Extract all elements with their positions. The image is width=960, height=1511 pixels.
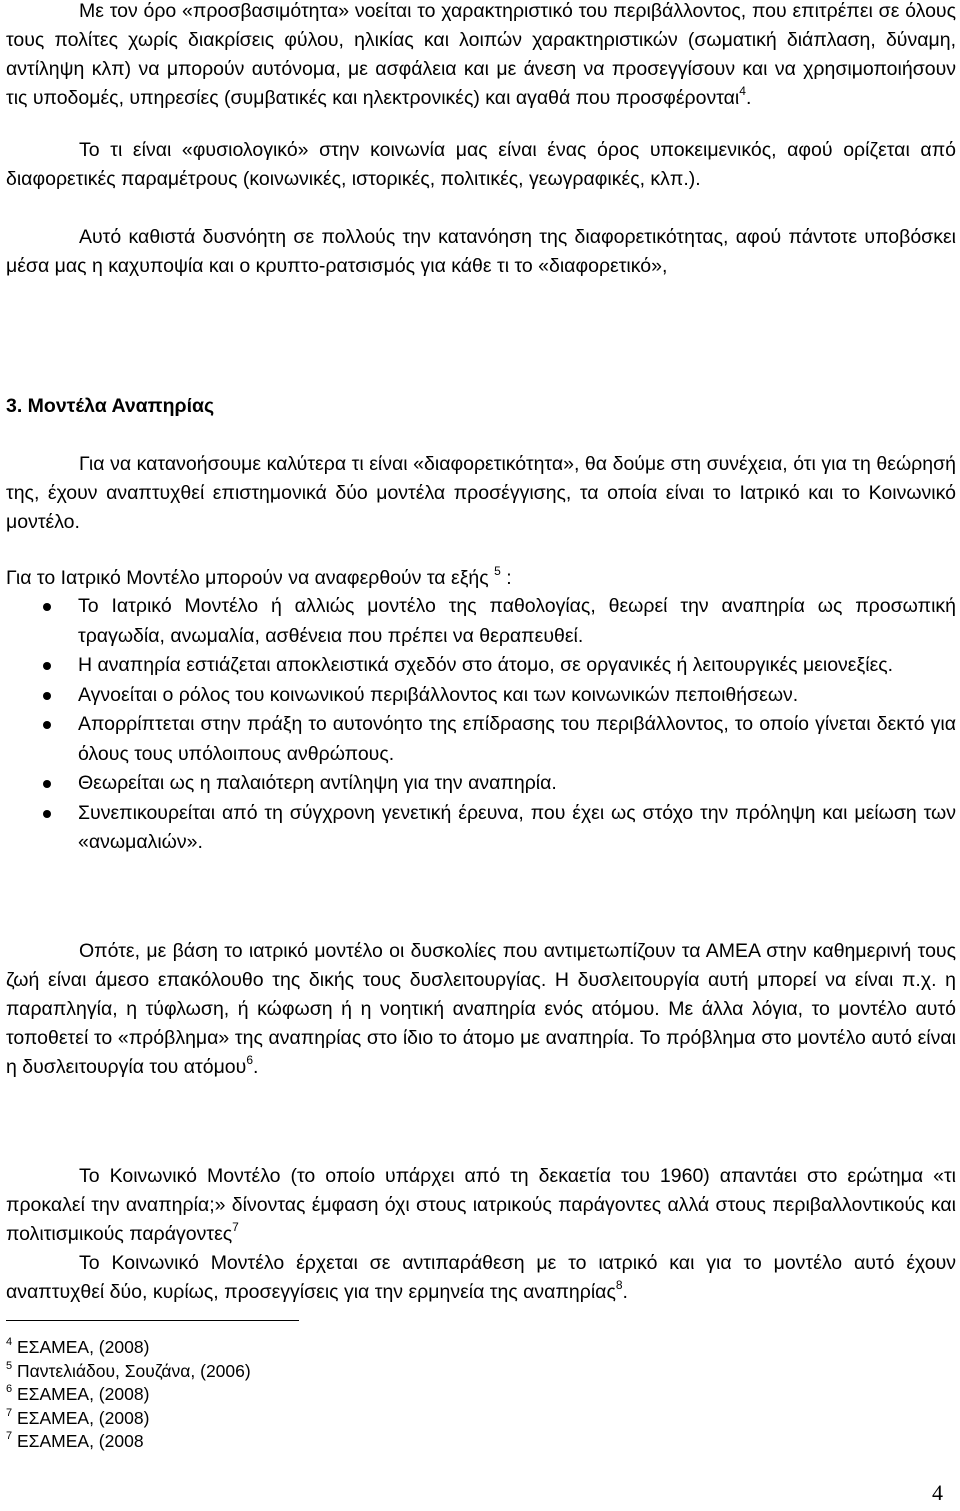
paragraph-diversity: Αυτό καθιστά δυσνόητη σε πολλούς την κατανόηση της διαφορετικότητας, αφού πάντοτε υποβόσκει μέσα μας η καχυποψία και ο κρυπτο-ρατσισμός για κάθε τι το «διαφορετικό», <box>6 226 956 277</box>
list-item: Συνεπικουρείται από τη σύγχρονη γενετική έρευνα, που έχει ως στόχο την πρόληψη και μείωση των «ανωμαλιών». <box>6 799 956 858</box>
list-item: Θεωρείται ως η παλαιότερη αντίληψη για την αναπηρία. <box>6 769 956 799</box>
footnote-ref-8: 8 <box>615 1278 623 1292</box>
footnote: $^5$ Παντελιάδου, Σουζάνα, (2006) <box>6 1359 251 1381</box>
paragraph-social-approaches: Το Κοινωνικό Μοντέλο έρχεται σε αντιπαράθεση με το ιατρικό και για το μοντέλο αυτό έχουν αναπτυχθεί δύο, κυρίως, προσεγγίσεις για την ερμηνεία της αναπηρίας$^8$. <box>6 1252 956 1303</box>
footnote: $^7$ ΕΣΑΜΕΑ, (2008 <box>6 1430 144 1451</box>
paragraph-normal: Το τι είναι «φυσιολογικό» στην κοινωνία μας είναι ένας όρος υποκειμενικός, αφού ορίζεται από διαφορετικές παραμέτρους (κοινωνικές, ιστορικές, πολιτικές, γεωγραφικές, κλπ.). <box>6 139 956 190</box>
bullet-icon <box>43 810 51 818</box>
paragraph-medical-intro: Για το Ιατρικό Μοντέλο μπορούν να αναφερθούν τα εξής $^5$ : <box>6 564 512 589</box>
list-item: Το Ιατρικό Μοντέλο ή αλλιώς μοντέλο της παθολογίας, θεωρεί την αναπηρία ως προσωπική τραγωδία, ανωμαλία, ασθένεια που πρέπει να θεραπευθεί. <box>6 592 956 651</box>
bullet-icon <box>43 603 51 611</box>
medical-model-list <box>6 592 956 858</box>
bullet-icon <box>43 662 51 670</box>
list-item: Απορρίπτεται στην πράξη το αυτονόητο της επίδρασης του περιβάλλοντος, το οποίο γίνεται δεκτό για όλους τους υπόλοιπους ανθρώπους. <box>6 710 956 769</box>
footnote-divider <box>6 1320 299 1321</box>
paragraph-accessibility: Με τον όρο «προσβασιμότητα» νοείται το χαρακτηριστικό του περιβάλλοντος, που επιτρέπει σε όλους τους πολίτες χωρίς διακρίσεις φύλου, ηλικίας και λοιπών χαρακτηριστικών (σωματική διάπλαση, δύναμη, αντίληψη κλπ) να μπορούν αυτόνομα, με ασφάλεια και με άνεση να προσεγγίσουν και να χρησιμοποιήσουν τις υποδομές, υπηρεσίες (συμβατικές και ηλεκτρονικές) και αγαθά που προσφέρονται$^4$. <box>6 0 956 109</box>
footnote: $^4$ ΕΣΑΜΕΑ, (2008) <box>6 1336 150 1357</box>
section-heading: 3. Μοντέλα Αναπηρίας <box>6 395 215 417</box>
footnote-ref-5: 5 <box>494 564 501 578</box>
footnote-ref-7: 7 <box>232 1220 239 1234</box>
bullet-icon <box>43 721 51 729</box>
page-number: 4 <box>932 1480 943 1505</box>
paragraph-models-intro: Για να κατανοήσουμε καλύτερα τι είναι «διαφορετικότητα», θα δούμε στη συνέχεια, ότι για τη θεώρησή της, έχουν αναπτυχθεί επιστημονικά δύο μοντέλα προσέγγισης, τα οποία είναι το Ιατρικό και το Κοινωνικό μοντέλο. <box>6 453 956 533</box>
list-item: Η αναπηρία εστιάζεται αποκλειστικά σχεδόν στο άτομο, σε οργανικές ή λειτουργικές μειονεξίες. <box>6 651 956 681</box>
footnote-ref-6: 6 <box>246 1053 254 1067</box>
footnote: $^6$ ΕΣΑΜΕΑ, (2008) <box>6 1383 150 1404</box>
paragraph-social-model: Το Κοινωνικό Μοντέλο (το οποίο υπάρχει από τη δεκαετία του 1960) απαντάει στο ερώτημα «τι προκαλεί την αναπηρία;» δίνοντας έμφαση όχι στους ιατρικούς παράγοντες αλλά στους περιβαλλοντικούς και πολιτισμικούς παράγοντες$^7$ <box>6 1165 956 1245</box>
footnote: $^7$ ΕΣΑΜΕΑ, (2008) <box>6 1406 150 1428</box>
list-item: Αγνοείται ο ρόλος του κοινωνικού περιβάλλοντος και των κοινωνικών πεποιθήσεων. <box>6 681 956 711</box>
bullet-icon <box>43 692 51 700</box>
paragraph-medical-consequence: Οπότε, με βάση το ιατρικό μοντέλο οι δυσκολίες που αντιμετωπίζουν τα ΑΜΕΑ στην καθημερινή τους ζωή είναι άμεσο επακόλουθο της δικής τους δυσλειτουργίας. Η δυσλειτουργία αυτή μπορεί να είναι π.χ. η παραπληγία, η τύφλωση, ή κώφωση ή η νοητική αναπηρία ενός ατόμου. Με άλλα λόγια, το μοντέλο αυτό τοποθετεί το «πρόβλημα» της αναπηρίας στο ίδιο το άτομο με αναπηρία. Το πρόβλημα στο μοντέλο αυτό είναι η δυσλειτουργία του ατόμου$^6$. <box>6 940 956 1078</box>
footnotes <box>6 1336 251 1454</box>
bullet-icon <box>43 780 51 788</box>
footnote-ref-4: 4 <box>739 84 746 98</box>
